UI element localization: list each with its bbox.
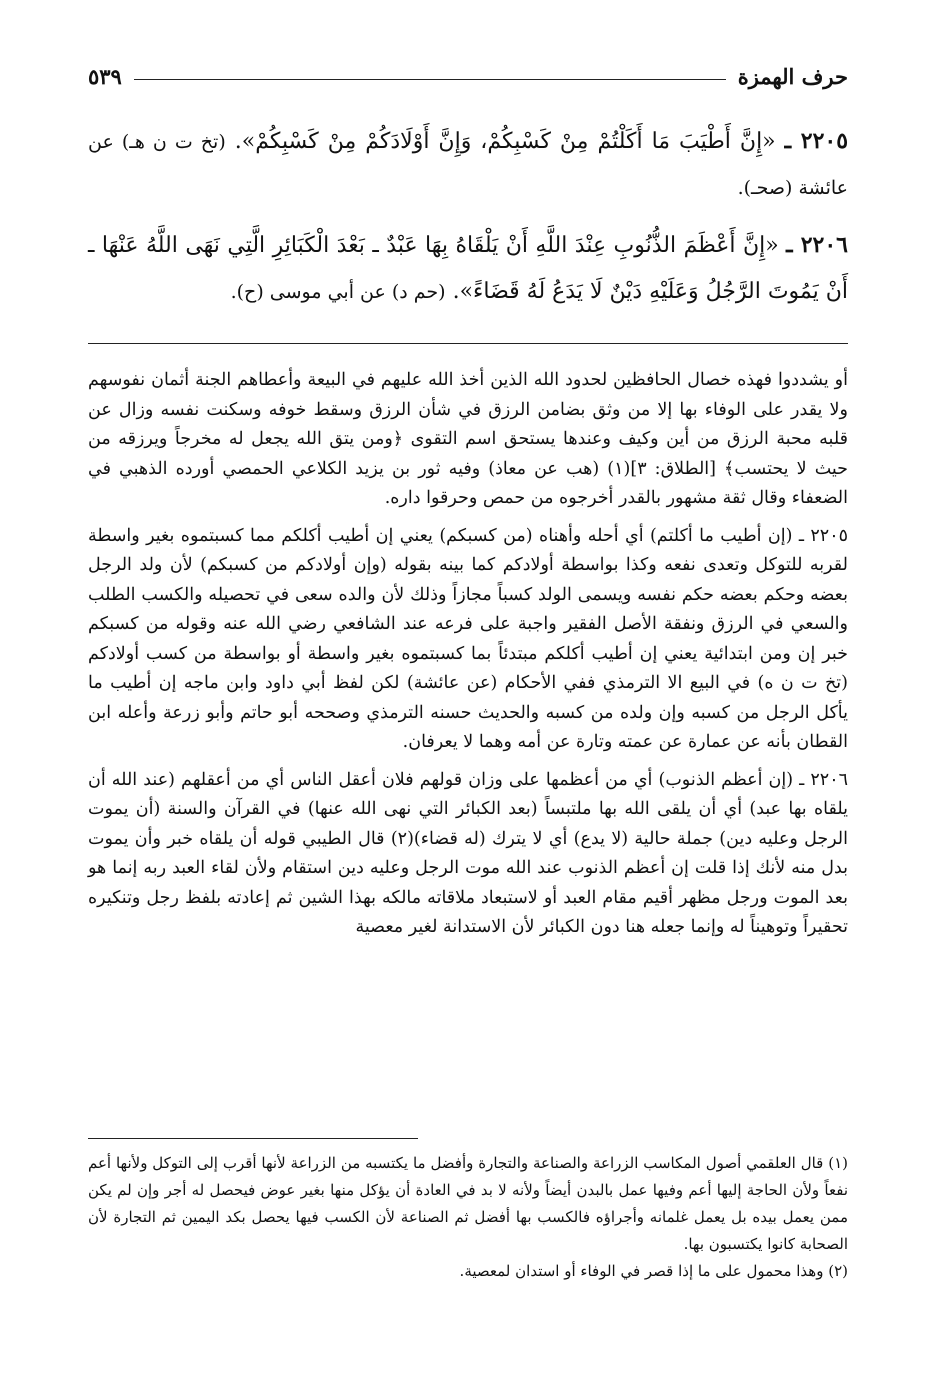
page-number: ٥٣٩ (88, 63, 122, 89)
hadith-2205 (88, 118, 848, 211)
footnote: (٢) وهذا محمول على ما إذا قصر في الوفاء أو استدان لمعصية. (459, 1262, 848, 1280)
hadith-2206 (88, 222, 848, 315)
chapter-title: حرف الهمزة (737, 63, 848, 89)
footnotes (88, 1150, 848, 1285)
footnote-divider (88, 1138, 418, 1139)
page-header (88, 56, 848, 96)
commentary-paragraph: ٢٢٠٥ ـ (إن أطيب ما أكلتم) أي أحله وأهناه (من كسبكم) يعني إن أطيب أكلكم مما كسبتموه بغير واسطة لقربه للتوكل وتعدى نفعه وكذا بواسطة أولادكم كما بينه بقوله (وإن أولادكم من كسبكم) لأن ولد الرجل بعضه وحكم بعضه حكم نفسه ويسمى الولد كسباً مجازاً وذلك لأن والده سعى في تحصيله والكسب الطلب والسعي في الرزق ونفقة الأصل الفقير واجبة على فرعه عند الشافعي رضي الله عنه وقوله من كسبكم خبر إن ومن ابتدائية يعني إن أطيب أكلكم مبتدئاً بما كسبتموه بغير واسطة أو بواسطة من كسب أولادكم (تخ ت ن ه) في البيع الا الترمذي ففي الأحكام (عن عائشة) لكن لفظ أبي داود وابن ماجه إن أطيب ما يأكل الرجل من كسبه وإن ولده من كسبه والحديث حسنه الترمذي وصححه أبو حاتم وأبو زرعة وأعله ابن القطان بأنه عن عمارة عن عمته وتارة عن أمه وهما لا يعرفان. (88, 525, 848, 752)
hadith-number: ٢٢٠٦ ـ (786, 232, 848, 258)
header-rule (134, 79, 726, 80)
section-divider (88, 343, 848, 344)
hadith-number: ٢٢٠٥ ـ (784, 128, 849, 154)
commentary-paragraph: أو يشددوا فهذه خصال الحافظين لحدود الله الذين أخذ الله عليهم في البيعة وأعطاهم الجنة أثمان نفوسهم ولا يقدر على الوفاء بها إلا من وثق بضامن الرزق في شأن الرزق وسقط خوفه وسكنت نفسه وزال عن قلبه محبة الرزق من أين وكيف وعندها يستحق اسم التقوى ﴿ومن يتق الله يجعل له مخرجاً ويرزقه من حيث لا يحتسب﴾ [الطلاق: ٣](١) (هب عن معاذ) وفيه ثور بن يزيد الكلاعي الحمصي أورده الذهبي في الضعفاء وقال ثقة مشهور بالقدر أخرجوه من حمص وحرقوا داره. (88, 370, 848, 508)
commentary-paragraph: ٢٢٠٦ ـ (إن أعظم الذنوب) أي من أعظمها على وزان قولهم فلان أعقل الناس أي من أعقلهم (عند الله أن يلقاه بها عبد) أي أن يلقى الله بها ملتبساً (بعد الكبائر التي نهى الله عنها) في القرآن والسنة (أن يموت الرجل وعليه دين) جملة حالية (لا يدع) أي لا يترك (له قضاء)(٢) قال الطيبي قوله أن يلقاه خبر وأن يموت بدل منه لأنك إذا قلت إن أعظم الذنوب عند الله موت الرجل وعليه دين استقام ولأن لقاء العبد ربه إنما هو بعد الموت ورجل مظهر أقيم مقام العبد أو لاستبعاد ملاقاته مالكه بهذا الشين ثم إعادته بلفظ رجل وتنكيره تحقيراً وتوهيناً له وإنما جعله هنا دون الكبائر لأن الاستدانة لغير معصية (88, 769, 848, 937)
footnote: (١) قال العلقمي أصول المكاسب الزراعة والصناعة والتجارة وأفضل ما يكتسبه من الزراعة لأنها أقرب إلى التوكل ولأنها أعم نفعاً ولأن الحاجة إليها أعم وفيها عمل بالبدن أيضاً ولأنه لا بد في العادة أن يؤكل منها بغير عوض فيحصل له أجر وإن لم يكن ممن يعمل بيده بل يعمل غلمانه وأجراؤه فالكسب بها أفضل ثم الصناعة لأن الكسب فيها يحصل بكد اليمين ثم التجارة لأن الصحابة كانوا يكتسبون بها. (88, 1154, 848, 1253)
commentary (88, 366, 848, 951)
hadith-text: «إِنَّ أَعْظَمَ الذُّنُوبِ عِنْدَ اللَّهِ أَنْ يَلْقَاهُ بِهَا عَبْدٌ ـ بَعْدَ الْكَبَائِرِ الَّتِي نَهَى اللَّهُ عَنْهَا ـ أَنْ يَمُوتَ الرَّجُلُ وَعَلَيْهِ دَيْنٌ لَا يَدَعُ لَهُ قَضَاءً». (88, 233, 848, 304)
hadith-reference: (تخ ت ن هـ) عن عائشة (صحـ). (88, 131, 848, 199)
hadith-text: «إِنَّ أَطْيَبَ مَا أَكَلْتُمْ مِنْ كَسْبِكُمْ، وَإِنَّ أَوْلَادَكُمْ مِنْ كَسْبِكُمْ». (234, 129, 776, 154)
hadith-reference: (حم د) عن أبي موسى (ح). (230, 281, 446, 303)
